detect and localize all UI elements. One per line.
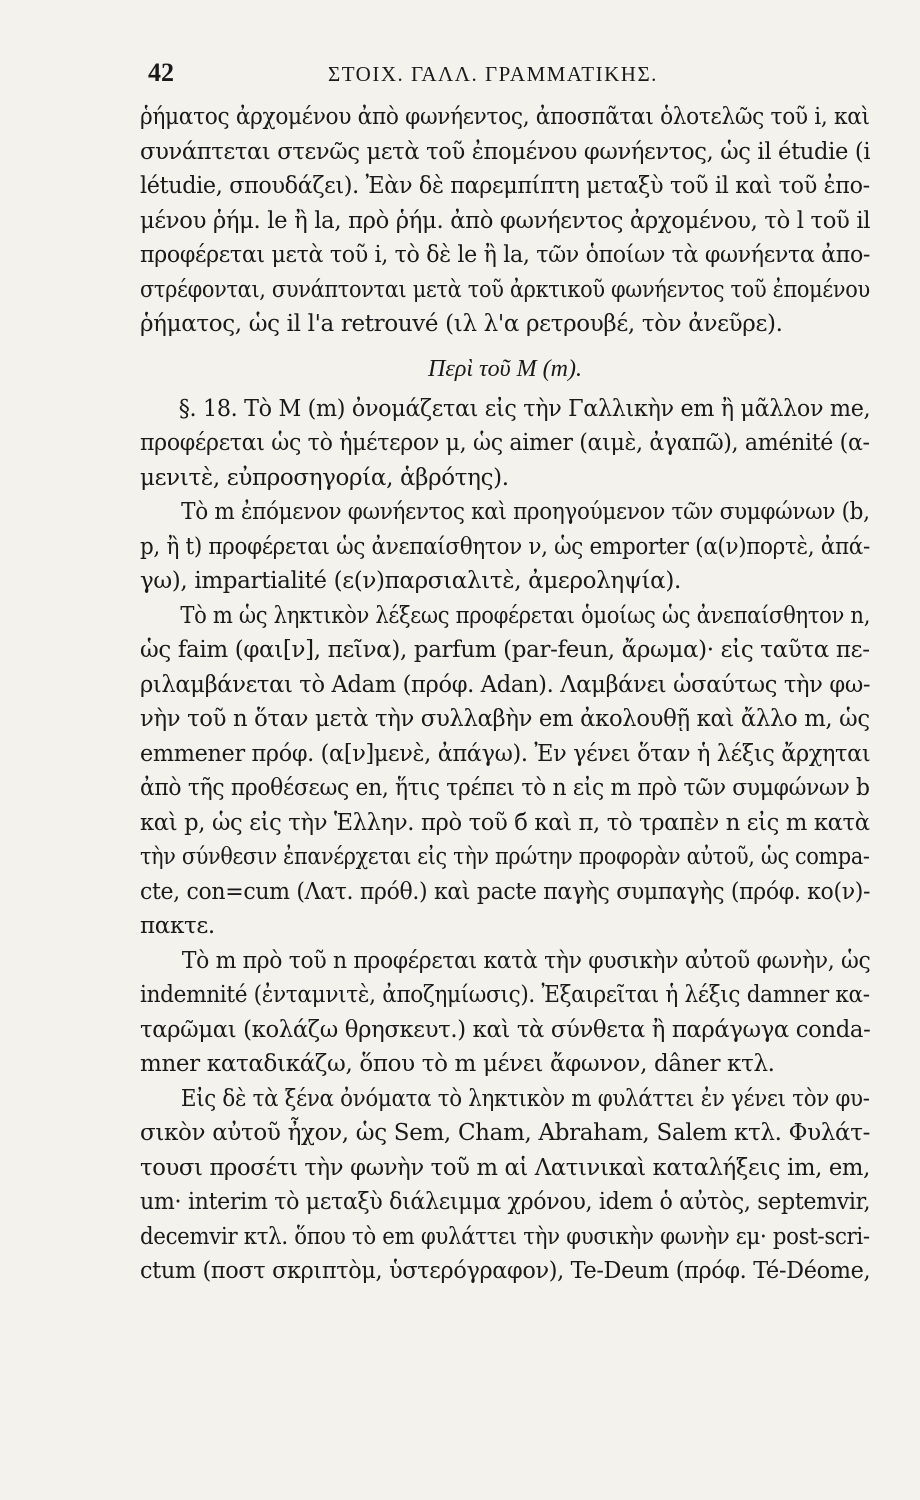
text-line: Τὸ m πρὸ τοῦ n προφέρεται κατὰ τὴν φυσικὴν αὐτοῦ φωνὴν, ὡς <box>181 947 871 974</box>
text-line: Τὸ m ἐπόμενον φωνήεντος καὶ προηγούμενον τῶν συμφώνων (b, <box>181 499 870 525</box>
text-line: p, ἢ t) προφέρεται ὡς ἀνεπαίσθητον ν, ὡς emporter (α(ν)πορτὲ, ἀπά- <box>140 533 870 560</box>
text-line: μένου ῥήμ. le ἢ la, πρὸ ῥήμ. ἀπὸ φωνήεντος ἀρχομένου, τὸ l τοῦ il <box>140 207 871 234</box>
text-line: συνάπτεται στενῶς μετὰ τοῦ ἐπομένου φωνήεντος, ὡς il étudie (i <box>140 138 870 165</box>
text-line: ctum (ποστ σκριπτὸμ, ὑστερόγραφον), Te-Deum (πρόφ. Té-Déome, <box>140 1258 870 1284</box>
page-header <box>148 58 868 94</box>
text-line: προφέρεται ὡς τὸ ἡμέτερον μ, ὡς aimer (αιμὲ, ἀγαπῶ), aménité (α- <box>140 430 870 456</box>
text-line: καὶ p, ὡς εἰς τὴν Ἑλλην. πρὸ τοῦ б καὶ π, τὸ τραπὲν n εἰς m κατὰ <box>140 809 870 836</box>
text-line: προφέρεται μετὰ τοῦ i, τὸ δὲ le ἢ la, τῶν ὁποίων τὰ φωνήεντα ἀπο- <box>140 242 871 268</box>
page-number: 42 <box>148 58 174 87</box>
text-line: πακτε. <box>140 913 215 939</box>
text-line: emmener πρόφ. (α[ν]μενὲ, ἀπάγω). Ἐν γένει ὅταν ἡ λέξις ἄρχηται <box>140 740 870 767</box>
text-line: um· interim τὸ μεταξὺ διάλειμμα χρόνου, idem ὁ αὐτὸς, septemvir, <box>140 1189 871 1215</box>
text-line: cte, con=cum (Λατ. πρόθ.) καὶ pacte παγὴς συμπαγὴς (πρόφ. κο(ν)- <box>140 878 870 905</box>
text-line: γω), impartialité (ε(ν)παρσιαλιτὲ, ἀμεροληψία). <box>140 568 681 594</box>
text-line: ὡς faim (φαι[ν], πεῖνα), parfum (par-feun, ἄρωμα)· εἰς ταῦτα πε- <box>140 637 870 663</box>
section-title: Περὶ τοῦ M (m). <box>428 355 582 382</box>
text-line: νὴν τοῦ n ὅταν μετὰ τὴν συλλαβὴν em ἀκολουθῇ καὶ ἄλλο m, ὡς <box>140 706 870 732</box>
text-line: mner καταδικάζω, ὅπου τὸ m μένει ἄφωνον, dâner κτλ. <box>140 1051 775 1077</box>
text-line: στρέφονται, συνάπτονται μετὰ τοῦ ἀρκτικοῦ φωνήεντος τοῦ ἐπομένου <box>140 276 870 303</box>
text-line: Εἰς δὲ τὰ ξένα ὀνόματα τὸ ληκτικὸν m φυλάττει ἐν γένει τὸν φυ- <box>180 1085 870 1112</box>
text-line: ἀπὸ τῆς προθέσεως en, ἥτις τρέπει τὸ n εἰς m πρὸ τῶν συμφώνων b <box>140 775 870 801</box>
text-line: μενιτὲ, εὐπροσηγορία, ἁβρότης). <box>140 464 509 491</box>
text-line: létudie, σπουδάζει). Ἐὰν δὲ παρεμπίπτη μεταξὺ τοῦ il καὶ τοῦ ἐπο- <box>140 173 870 199</box>
page-body <box>140 100 870 1289</box>
text-line: indemnité (ἐνταμνιτὲ, ἀποζημίωσις). Ἐξαιρεῖται ἡ λέξις damner κα- <box>140 982 870 1008</box>
text-line: ῥήματος ἀρχομένου ἀπὸ φωνήεντος, ἀποσπᾶται ὁλοτελῶς τοῦ i, καὶ <box>140 104 870 130</box>
text-line: τουσι προσέτι τὴν φωνὴν τοῦ m αἱ Λατινικαὶ καταλήξεις im, em, <box>140 1154 870 1181</box>
text-line: τὴν σύνθεσιν ἐπανέρχεται εἰς τὴν πρώτην προφορὰν αὐτοῦ, ὡς compa- <box>140 844 870 870</box>
text-line: σικὸν αὐτοῦ ἦχον, ὡς Sem, Cham, Abraham, Salem κτλ. Φυλάτ- <box>140 1120 870 1146</box>
text-line: ριλαμβάνεται τὸ Adam (πρόφ. Adan). Λαμβάνει ὡσαύτως τὴν φω- <box>140 671 871 698</box>
text-line: ταρῶμαι (κολάζω θρησκευτ.) καὶ τὰ σύνθετα ἢ παράγωγα conda- <box>140 1016 871 1043</box>
text-line: ῥήματος, ὡς il l'a retrouvé (ιλ λ'α ρετρουβέ, τὸν ἀνεῦρε). <box>140 311 783 337</box>
text-line: §. 18. Τὸ M (m) ὀνομάζεται εἰς τὴν Γαλλικὴν em ἢ μᾶλλον me, <box>178 395 871 422</box>
running-head: ΣΤΟΙΧ. ΓΑΛΛ. ΓΡΑΜΜΑΤΙΚΗΣ. <box>328 62 658 86</box>
text-line: decemvir κτλ. ὅπου τὸ em φυλάττει τὴν φυσικὴν φωνὴν εμ· post-scri- <box>140 1223 870 1250</box>
text-line: Τὸ m ὡς ληκτικὸν λέξεως προφέρεται ὁμοίως ὡς ἀνεπαίσθητον n, <box>180 602 871 629</box>
